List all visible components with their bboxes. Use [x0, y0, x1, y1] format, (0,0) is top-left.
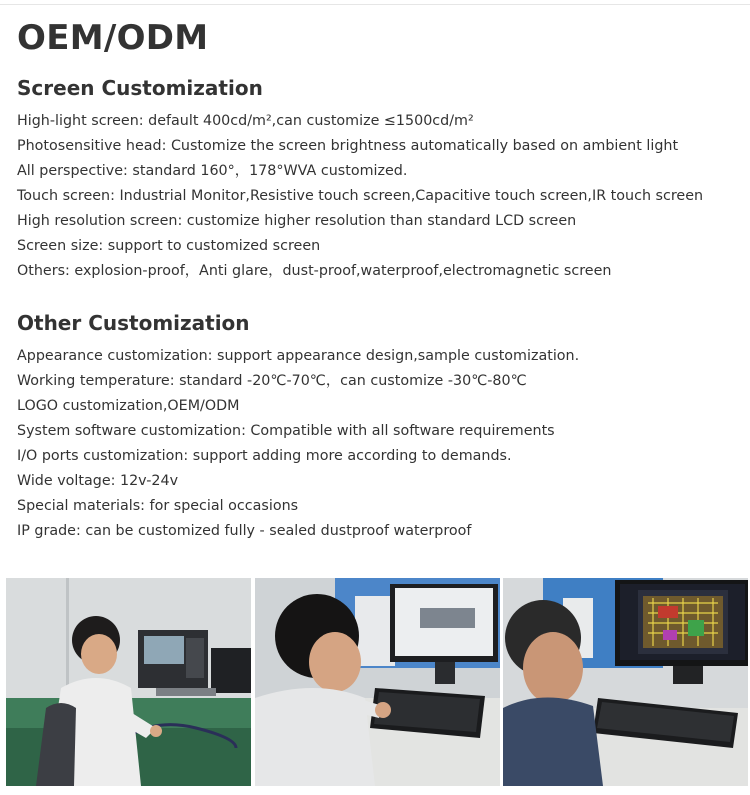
screen-customization-heading: Screen Customization — [17, 76, 263, 100]
photo-strip — [6, 578, 748, 786]
technician-oscilloscope-photo — [6, 578, 251, 786]
list-item: Appearance customization: support appearance design,sample customization. — [17, 348, 580, 364]
other-customization-heading: Other Customization — [17, 311, 250, 335]
list-item: All perspective: standard 160°，178°WVA customized. — [17, 163, 408, 179]
list-item: High resolution screen: customize higher resolution than standard LCD screen — [17, 213, 577, 229]
list-item: Wide voltage: 12v-24v — [17, 473, 179, 489]
top-divider — [0, 4, 750, 5]
list-item: Others: explosion-proof，Anti glare，dust-proof,waterproof,electromagnetic screen — [17, 263, 612, 279]
list-item: Special materials: for special occasions — [17, 498, 299, 514]
list-item: IP grade: can be customized fully - sealed dustproof waterproof — [17, 523, 472, 539]
list-item: Photosensitive head: Customize the screen brightness automatically based on ambient light — [17, 138, 679, 154]
engineer-pcb-design-photo — [503, 578, 748, 786]
list-item: System software customization: Compatible with all software requirements — [17, 423, 555, 439]
list-item: I/O ports customization: support adding more according to demands. — [17, 448, 512, 464]
list-item: Screen size: support to customized screen — [17, 238, 321, 254]
screen-customization-list — [17, 109, 742, 284]
engineer-keyboard-photo — [255, 578, 500, 786]
other-customization-list — [17, 344, 742, 544]
list-item: High-light screen: default 400cd/m²,can customize ≤1500cd/m² — [17, 113, 474, 129]
list-item: Working temperature: standard -20℃-70℃，can customize -30℃-80℃ — [17, 373, 527, 389]
list-item: LOGO customization,OEM/ODM — [17, 398, 240, 414]
page-title: OEM/ODM — [17, 18, 209, 58]
list-item: Touch screen: Industrial Monitor,Resistive touch screen,Capacitive touch screen,IR touch screen — [17, 188, 704, 204]
